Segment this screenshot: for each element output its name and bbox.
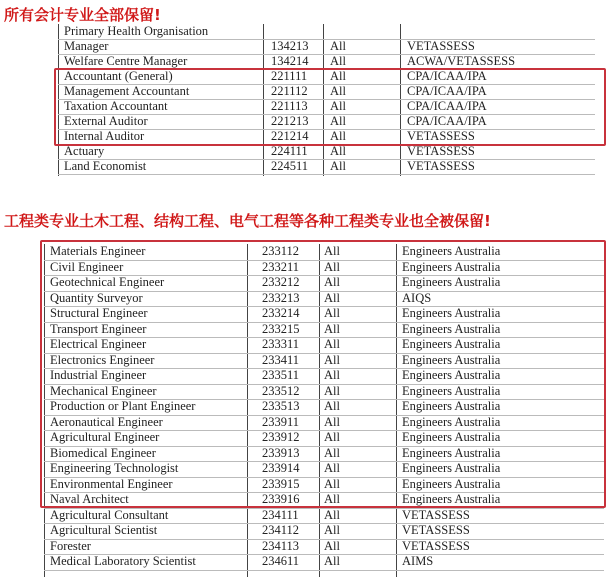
anzsco-code: 233211 (262, 259, 300, 274)
occupation-name: Agricultural Engineer (50, 430, 160, 444)
assessing-authority: Engineers Australia (402, 337, 501, 351)
row-divider (58, 174, 595, 175)
scope-value: All (324, 399, 340, 413)
assessing-authority: Engineers Australia (402, 492, 501, 506)
scope-value: All (324, 352, 340, 367)
assessing-authority: Engineers Australia (402, 399, 501, 413)
anzsco-code: 233913 (262, 445, 300, 460)
scope-value: All (324, 321, 340, 336)
scope-value: All (324, 414, 340, 429)
anzsco-code: 221112 (271, 84, 308, 98)
occupation-name: Transport Engineer (50, 321, 147, 336)
scope-value: All (324, 306, 340, 320)
assessing-authority: CPA/ICAA/IPA (407, 114, 487, 128)
occupation-name: Environmental Engineer (50, 476, 173, 491)
occupation-name: External Auditor (64, 114, 148, 128)
caption-engineering: 工程类专业土木工程、结构工程、电气工程等各种工程类专业也全被保留! (4, 212, 491, 230)
assessing-authority: Engineers Australia (402, 244, 501, 258)
scope-value: All (324, 476, 340, 491)
scope-value: All (330, 54, 346, 68)
assessing-authority: Engineers Australia (402, 352, 501, 367)
occupation-name: Biomedical Engineer (50, 445, 156, 460)
occupation-name: Mechanical Engineer (50, 383, 157, 398)
scope-value: All (330, 99, 346, 113)
anzsco-code: 221213 (271, 114, 309, 128)
anzsco-code: 233214 (262, 306, 300, 320)
anzsco-code: 234111 (262, 507, 299, 522)
occupation-name: Quantity Surveyor (50, 290, 143, 305)
occupation-name: Manager (64, 39, 109, 53)
occupation-name: Agricultural Scientist (50, 523, 158, 537)
highlight-box-engineering (40, 240, 606, 508)
occupation-name: Land Economist (64, 159, 147, 173)
anzsco-code: 233112 (262, 244, 300, 258)
scope-value: All (324, 492, 340, 506)
assessing-authority: Engineers Australia (402, 275, 501, 289)
table-row (44, 539, 604, 554)
anzsco-code: 233512 (262, 383, 300, 398)
scope-value: All (324, 538, 340, 553)
assessing-authority: VETASSESS (407, 159, 475, 173)
occupation-name: Internal Auditor (64, 129, 145, 143)
scope-value: All (330, 39, 346, 53)
occupation-name: Welfare Centre Manager (64, 54, 188, 68)
table-row (58, 159, 595, 174)
assessing-authority: Engineers Australia (402, 368, 501, 382)
scope-value: All (324, 445, 340, 460)
anzsco-code: 233215 (262, 321, 300, 336)
occupation-name: Materials Engineer (50, 244, 146, 258)
assessing-authority: VETASSESS (402, 523, 470, 537)
scope-value: All (324, 523, 340, 537)
assessing-authority: Engineers Australia (402, 461, 501, 475)
occupation-name: Aeronautical Engineer (50, 414, 163, 429)
assessing-authority: CPA/ICAA/IPA (407, 69, 487, 83)
occupation-name: Management Accountant (64, 84, 190, 98)
occupation-name: Electronics Engineer (50, 352, 155, 367)
anzsco-code: 234113 (262, 538, 300, 553)
table-row (44, 554, 604, 569)
occupation-name: Primary Health Organisation (64, 24, 209, 38)
table-row (44, 523, 604, 538)
scope-value: All (324, 244, 340, 258)
anzsco-code: 233916 (262, 492, 300, 506)
scope-value: All (330, 144, 346, 158)
scope-value: All (324, 507, 340, 522)
anzsco-code: 234611 (262, 554, 300, 568)
scope-value: All (330, 159, 346, 173)
anzsco-code: 224511 (271, 159, 309, 173)
assessing-authority: AIQS (402, 290, 432, 305)
assessing-authority: Engineers Australia (402, 321, 501, 336)
occupation-name: Geotechnical Engineer (50, 275, 165, 289)
assessing-authority: ACWA/VETASSESS (407, 54, 516, 68)
anzsco-code: 234112 (262, 523, 300, 537)
occupation-name: Actuary (64, 144, 105, 158)
assessing-authority: VETASSESS (402, 538, 470, 553)
assessing-authority: Engineers Australia (402, 259, 501, 274)
scope-value: All (324, 383, 340, 398)
assessing-authority: AIMS (402, 554, 434, 568)
anzsco-code: 134214 (271, 54, 309, 68)
assessing-authority: Engineers Australia (402, 414, 501, 429)
anzsco-code: 233912 (262, 430, 300, 444)
anzsco-code: 233212 (262, 275, 300, 289)
occupation-name: Industrial Engineer (50, 368, 147, 382)
occupation-name: Agricultural Consultant (50, 507, 169, 522)
anzsco-code: 224111 (271, 144, 308, 158)
scope-value: All (324, 337, 340, 351)
scope-value: All (324, 290, 340, 305)
occupation-name: Engineering Technologist (50, 461, 179, 475)
anzsco-code: 233911 (262, 414, 300, 429)
anzsco-code: 233213 (262, 290, 300, 305)
table-row (58, 54, 595, 69)
occupation-name: Medical Laboratory Scientist (50, 554, 196, 568)
occupation-name: Civil Engineer (50, 259, 124, 274)
assessing-authority: Engineers Australia (402, 430, 501, 444)
occupation-name: Taxation Accountant (64, 99, 168, 113)
assessing-authority: CPA/ICAA/IPA (407, 99, 487, 113)
assessing-authority: Engineers Australia (402, 383, 501, 398)
occupation-name: Naval Architect (50, 492, 129, 506)
scope-value: All (324, 430, 340, 444)
anzsco-code: 233311 (262, 337, 300, 351)
occupation-name: Production or Plant Engineer (50, 399, 196, 413)
scope-value: All (324, 275, 340, 289)
occupation-name: Accountant (General) (64, 69, 173, 83)
assessing-authority: Engineers Australia (402, 445, 501, 460)
scope-value: All (330, 84, 346, 98)
anzsco-code: 233411 (262, 352, 300, 367)
anzsco-code: 221214 (271, 129, 309, 143)
anzsco-code: 221113 (271, 99, 308, 113)
assessing-authority: VETASSESS (407, 39, 475, 53)
occupation-name: Electrical Engineer (50, 337, 147, 351)
assessing-authority: VETASSESS (402, 507, 470, 522)
assessing-authority: Engineers Australia (402, 306, 501, 320)
table-row (58, 39, 595, 54)
assessing-authority: CPA/ICAA/IPA (407, 84, 487, 98)
scope-value: All (330, 114, 346, 128)
occupation-name: Forester (50, 538, 91, 553)
scope-value: All (324, 368, 340, 382)
anzsco-code: 134213 (271, 39, 309, 53)
scope-value: All (324, 554, 340, 568)
row-divider (44, 570, 604, 571)
table-row (58, 24, 595, 39)
occupation-name: Structural Engineer (50, 306, 148, 320)
assessing-authority: VETASSESS (407, 144, 475, 158)
anzsco-code: 233914 (262, 461, 300, 475)
caption-accounting: 所有会计专业全部保留! (4, 6, 161, 24)
scope-value: All (330, 69, 346, 83)
anzsco-code: 221111 (271, 69, 308, 83)
scope-value: All (324, 461, 340, 475)
anzsco-code: 233513 (262, 399, 300, 413)
scope-value: All (324, 259, 340, 274)
anzsco-code: 233511 (262, 368, 300, 382)
table-row (44, 508, 604, 523)
table-row (58, 144, 595, 159)
assessing-authority: VETASSESS (407, 129, 475, 143)
assessing-authority: Engineers Australia (402, 476, 501, 491)
scope-value: All (330, 129, 346, 143)
highlight-box-accounting (54, 68, 606, 146)
anzsco-code: 233915 (262, 476, 300, 491)
